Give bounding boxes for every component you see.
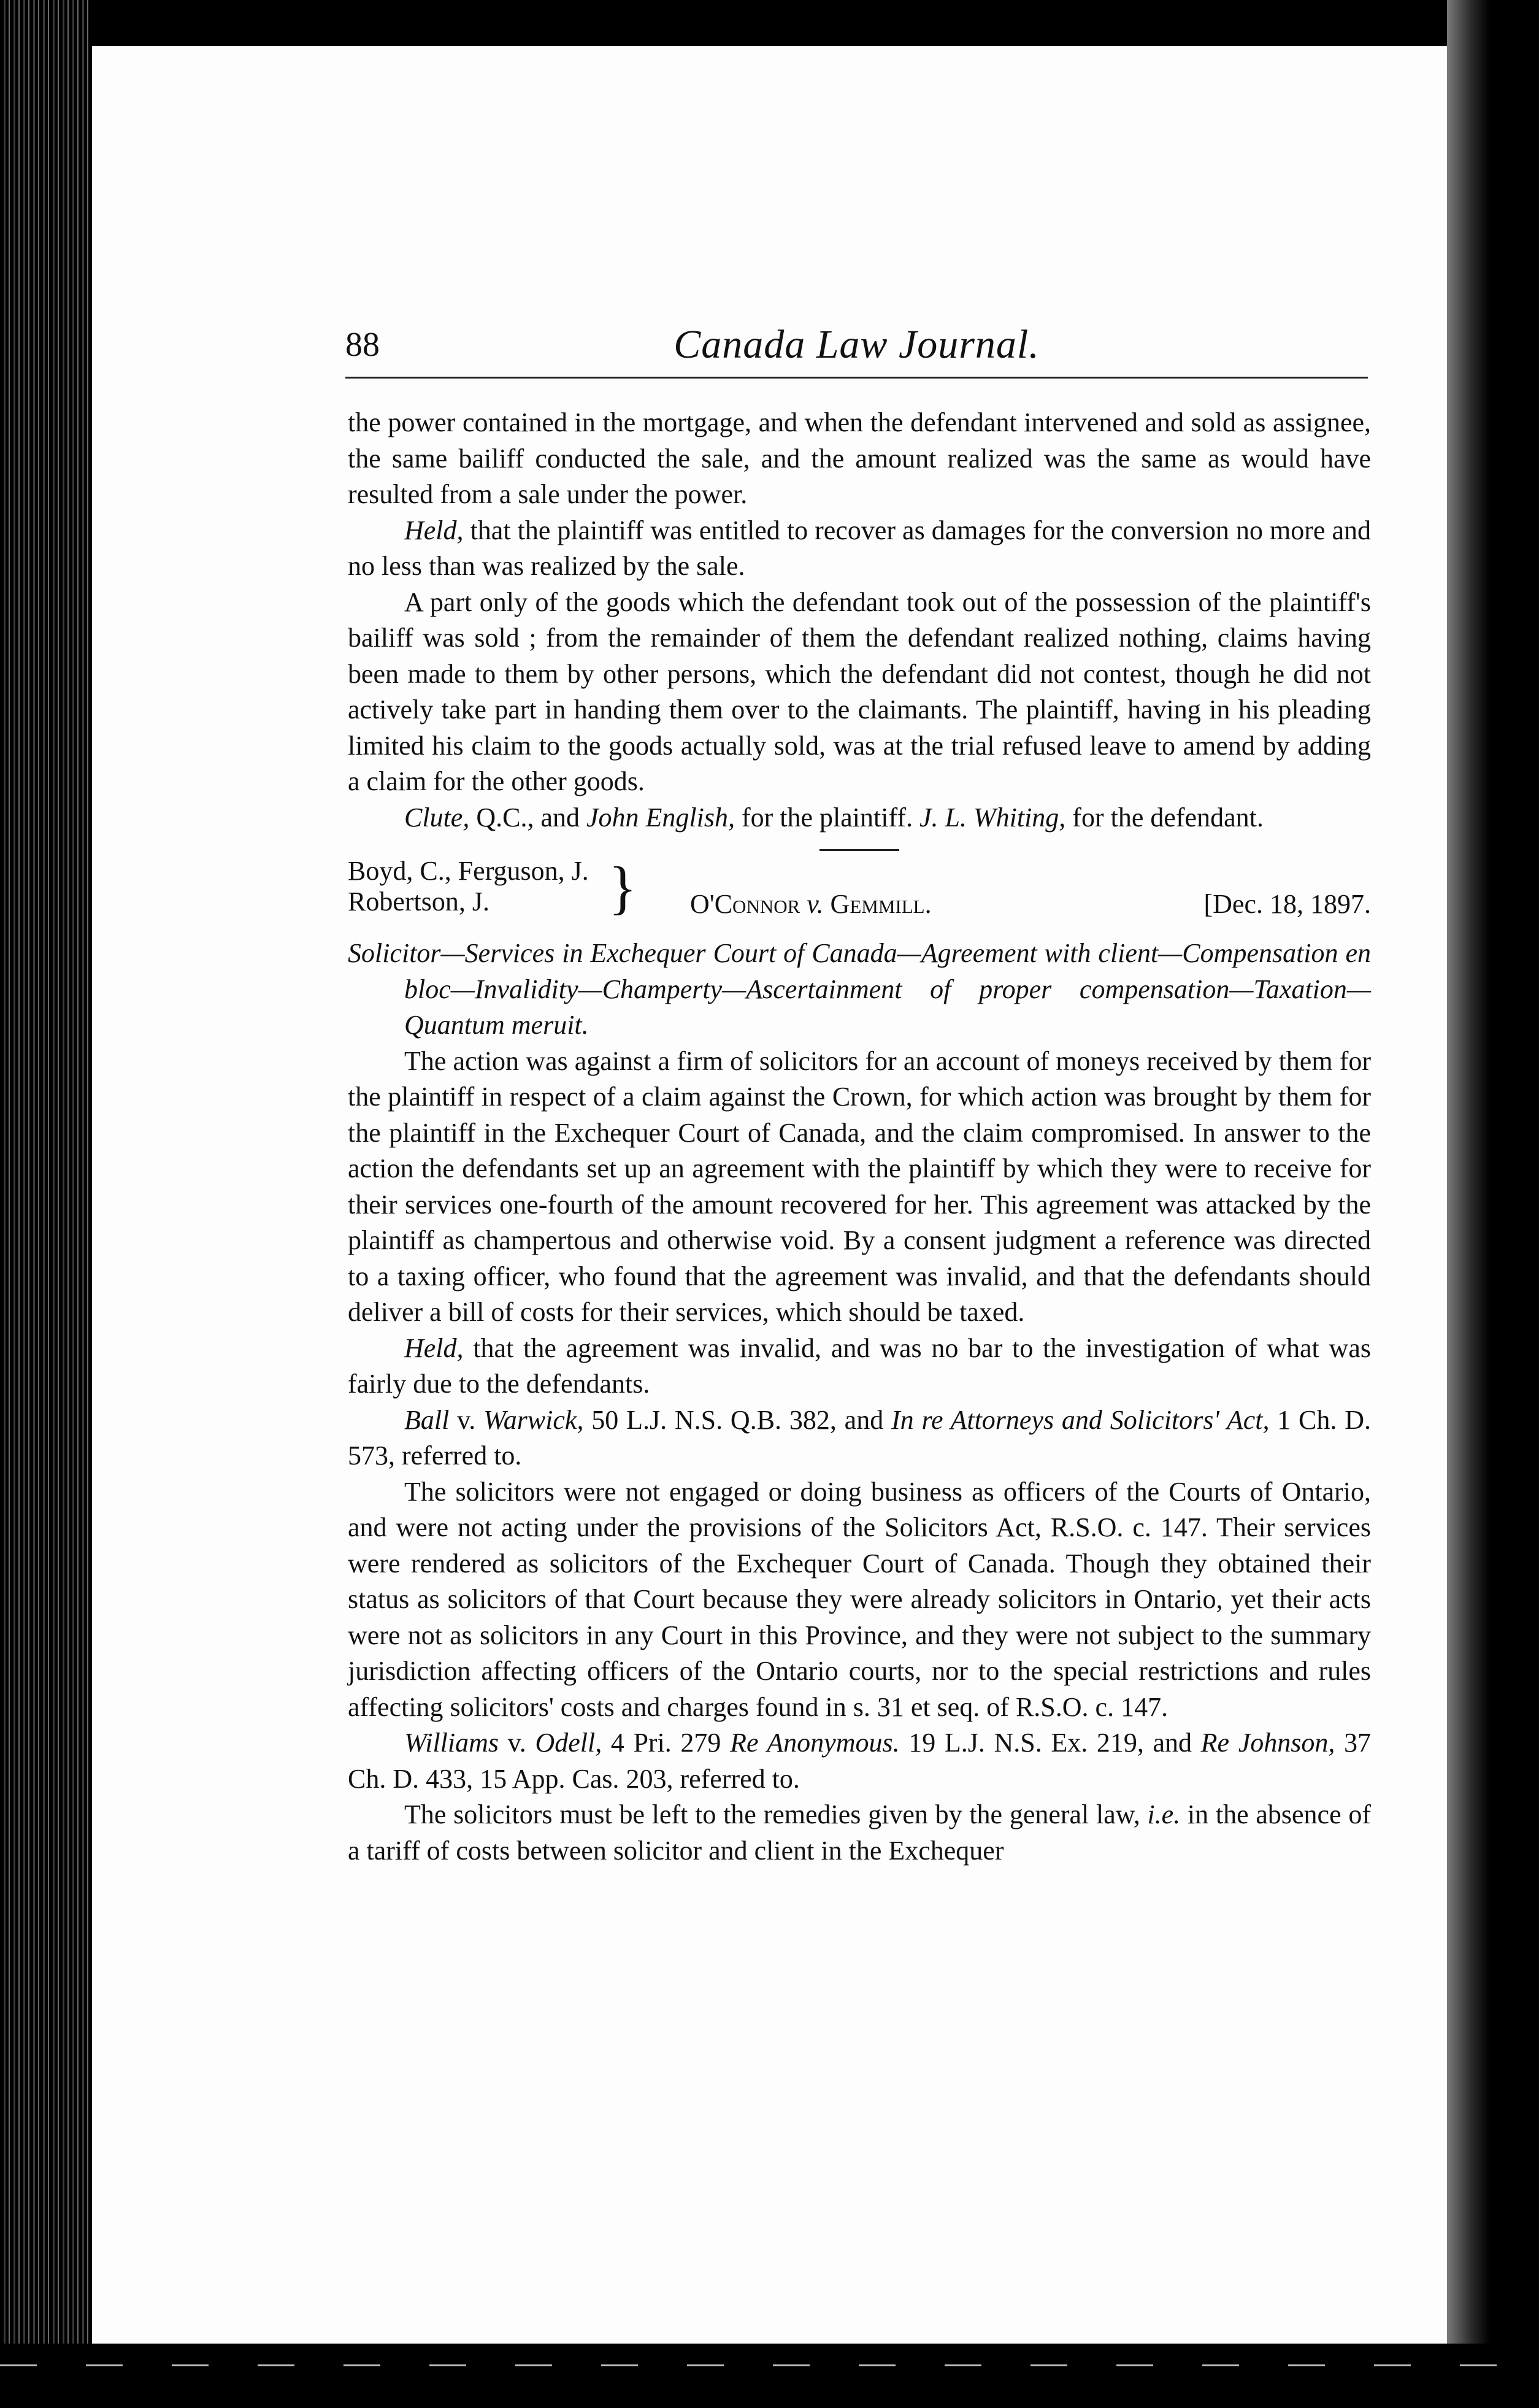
page-body — [348, 405, 1371, 1869]
held-label: Held, — [404, 515, 464, 545]
running-header — [345, 319, 1368, 377]
held-label: Held, — [404, 1333, 464, 1363]
held-text: that the agreement was invalid, and was no bar to the investigation of what was fairly due to the defendants. — [348, 1333, 1371, 1399]
remedies-paragraph — [348, 1797, 1371, 1869]
citation-text: v. — [449, 1404, 484, 1435]
judges-line: Robertson, J. — [348, 887, 489, 917]
header-rule — [345, 377, 1368, 379]
citation-name: Williams — [404, 1728, 499, 1758]
case-defendant: Gemmill. — [830, 889, 932, 919]
citation-paragraph — [348, 1725, 1371, 1797]
remedies-text: in the absence of a tariff of costs between solicitor and client in the Exchequer — [348, 1799, 1372, 1866]
held-text: that the plaintiff was entitled to recover as damages for the conversion no more and no less than was realized by the sale. — [348, 515, 1371, 581]
citation-name: Warwick, — [483, 1404, 584, 1435]
judges-line: Boyd, C., Ferguson, J. — [348, 856, 589, 886]
section-separator — [819, 849, 899, 851]
remedies-text: The solicitors must be left to the remedies given by the general law, — [404, 1799, 1148, 1829]
facts-paragraph: The action was against a firm of solicitors for an account of moneys received by them for the plaintiff in respect of a claim against the Crown, for which action was brought by them for the plaintiff in the Exchequer Court of Canada, and the claim compromised. In answer to the action the defendants set up an agreement with the plaintiff by which they were to receive for their services one-fourth of the amount recovered for her. This agreement was attacked by the plaintiff as champertous and otherwise void. By a consent judgment a reference was directed to a taxing officer, who found that the agreement was invalid, and that the defendants should deliver a bill of costs for their services, which should be taxed. — [348, 1045, 1371, 1327]
citation-name: Re Anonymous. — [730, 1728, 900, 1758]
brace-icon: } — [608, 855, 637, 920]
counsel-paragraph — [348, 800, 1371, 836]
page-number: 88 — [345, 326, 380, 364]
scan-border-left — [0, 0, 92, 2408]
scan-border-top — [0, 0, 1539, 46]
citation-text: 4 Pri. 279 — [602, 1728, 731, 1758]
case-date: [Dec. 18, 1897. — [1203, 889, 1371, 919]
counsel-clute: Clute, — [404, 802, 470, 833]
counsel-whiting: J. L. Whiting, — [919, 802, 1066, 833]
counsel-text: Q.C., and — [469, 802, 586, 833]
jurisdiction-paragraph: The solicitors were not engaged or doing business as officers of the Courts of Ontario, and were not acting under the provisions of the Solicitors Act, R.S.O. c. 147. Their services were rendered as solicitors of the Exchequer Court of Canada. Though they obtained their status as solicitors of that Court because they were already solicitors in Ontario, yet their acts were not as solicitors in any Court in this Province, and they were not subject to the summary jurisdiction affecting officers of the Ontario courts, nor to the special restrictions and rules affecting solicitors' costs and charges found in s. 31 et seq. of R.S.O. c. 147. — [348, 1476, 1371, 1722]
citation-text: 50 L.J. N.S. Q.B. 382, and — [583, 1404, 891, 1435]
citation-text: 1 Ch. D. 573, referred to. — [348, 1404, 1371, 1471]
continuation-paragraph: the power contained in the mortgage, and when the defendant intervened and sold as assignee, the same bailiff conducted the sale, and the amount realized was the same as would have resulted from a sale under the power. — [348, 407, 1371, 509]
headnote: Solicitor—Services in Exchequer Court of Canada—Agreement with client—Compensation en bloc—Invalidity—Champerty—Ascertainment of proper compensation—Taxation—Quantum meruit. — [348, 938, 1371, 1040]
counsel-english: John English, — [586, 802, 735, 833]
goods-paragraph: A part only of the goods which the defendant took out of the possession of the plaintiff's bailiff was sold ; from the remainder of them the defendant realized nothing, claims having been made to them by other persons, which the defendant did not contest, though he did not actively take part in handing them over to the claimants. The plaintiff, having in his pleading limited his claim to the goods actually sold, was at the trial refused leave to amend by adding a claim for the other goods. — [348, 587, 1371, 796]
citation-name: In re Attorneys and Solicitors' Act, — [891, 1404, 1270, 1435]
journal-title: Canada Law Journal. — [674, 322, 1040, 367]
case-plaintiff: O'Connor — [690, 889, 800, 919]
citation-name: Re Johnson, — [1200, 1728, 1335, 1758]
held-paragraph — [348, 1331, 1371, 1402]
citation-text: 37 Ch. D. 433, 15 App. Cas. 203, referred to. — [348, 1728, 1371, 1794]
held-paragraph — [348, 513, 1371, 585]
citation-name: Ball — [404, 1404, 450, 1435]
remedies-ie: i.e. — [1147, 1799, 1181, 1829]
citation-paragraph — [348, 1402, 1371, 1474]
case-versus: v. — [800, 889, 831, 919]
judges — [348, 856, 589, 917]
counsel-text: for the plaintiff. — [734, 802, 919, 833]
case-heading — [348, 856, 1371, 931]
counsel-text: for the defendant. — [1065, 802, 1264, 833]
case-name — [690, 887, 932, 923]
scan-border-bottom — [0, 2344, 1539, 2408]
citation-text: 19 L.J. N.S. Ex. 219, and — [899, 1728, 1201, 1758]
scan-border-right — [1447, 0, 1539, 2408]
citation-text: v. — [499, 1728, 535, 1758]
citation-name: Odell, — [535, 1728, 602, 1758]
